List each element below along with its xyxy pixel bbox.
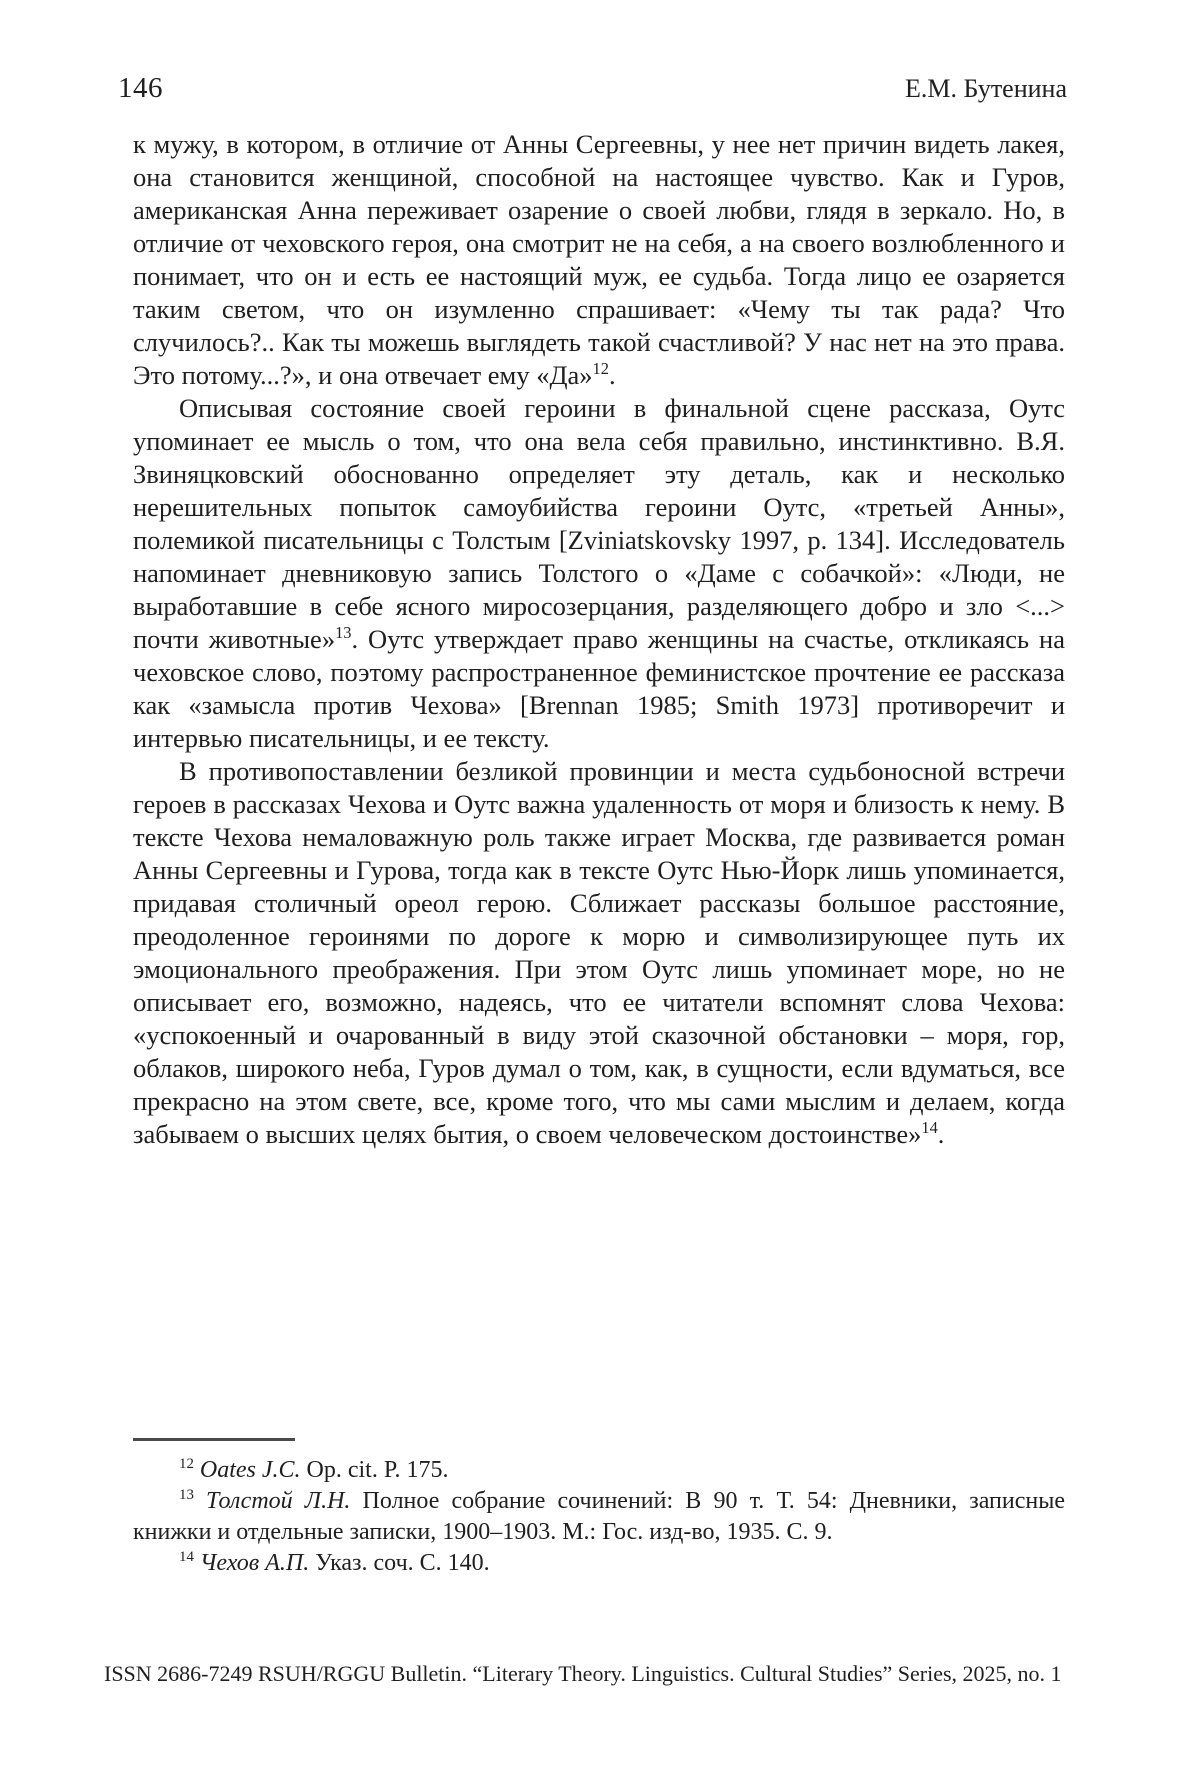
footnote-ref: 13 [335,623,352,643]
page-footer [104,1661,1140,1687]
article-body [133,128,1065,1151]
footnote-ref: 14 [921,1118,938,1138]
footnote-marker: 12 [179,1456,194,1472]
paragraph: Описывая состояние своей героини в финальной сцене рассказа, Оутс упоминает ее мысль о том, что она вела себя правильно, инстинктивно. В.Я. Звиняцковский обоснованно определяет эту деталь, как и несколько нерешительных попыток самоубийства героини Оутс, «третьей Анны», полемикой писательницы с Толстым [Zviniatskovsky 1997, p. 134]. Исследователь напоминает дневниковую запись Толстого о «Даме с собачкой»: «Люди, не выработавшие в себе ясного миросозерцания, разделяющего добро и зло <...> почти животные»$^{13}$. Оутс утверждает право женщины на счастье, откликаясь на чеховское слово, поэтому распространенное феминистское прочтение ее рассказа как «замысла против Чехова» [Brennan 1985; Smith 1973] противоречит и интервью писательницы, и ее тексту. [133,393,1066,753]
page-number: 146 [118,72,163,104]
issn-line: ISSN 2686-7249 RSUH/RGGU Bulletin. “Literary Theory. Linguistics. Cultural Studies” Series, 2025, no. 1 [104,1661,1062,1686]
footnote-separator-rule [133,1438,295,1441]
running-head-author: Е.М. Бутенина [905,74,1067,103]
italic-text: Толстой Л.Н. [206,1488,351,1514]
footnote-marker: 14 [179,1549,194,1565]
paragraph: В противопоставлении безликой провинции и места судьбоносной встречи героев в рассказах Чехова и Оутс важна удаленность от моря и близость к нему. В тексте Чехова немаловажную роль также играет Москва, где развивается роман Анны Сергеевны и Гурова, тогда как в тексте Оутс Нью-Йорк лишь упоминается, придавая столичный ореол герою. Сближает рассказы большое расстояние, преодоленное героинями по дороге к морю и символизирующее путь их эмоционального преображения. При этом Оутс лишь упоминает море, но не описывает его, возможно, надеясь, что ее читатели вспомнят слова Чехова: «успокоенный и очарованный в виду этой сказочной обстановки – моря, гор, облаков, широкого неба, Гуров думал о том, как, в сущности, если вдуматься, все прекрасно на этом свете, все, кроме того, что мы сами мыслим и делаем, когда забываем о высших целях бытия, о своем человеческом достоинстве»$^{14}$. [133,756,1065,1149]
paragraph: к мужу, в котором, в отличие от Анны Сергеевны, у нее нет причин видеть лакея, она становится женщиной, способной на настоящее чувство. Как и Гуров, американская Анна переживает озарение о своей любви, глядя в зеркало. Но, в отличие от чеховского героя, она смотрит не на себя, а на своего возлюбленного и понимает, что он и есть ее настоящий муж, ее судьба. Тогда лицо ее озаряется таким светом, что он изумленно спрашивает: «Чему ты так рада? Что случилось?.. Как ты можешь выглядеть такой счастливой? У нас нет на это права. Это потому...?», и она отвечает ему «Да»$^{12}$. [133,129,1065,390]
italic-text: Чехов А.П. [199,1550,310,1576]
footnotes-list [133,1455,1065,1579]
footnotes-section [133,1438,1065,1579]
footnote-marker: 13 [179,1487,194,1503]
footnote-item: $^{14}$ Чехов А.П. Указ. соч. С. 140. [179,1549,490,1576]
footnote-item: $^{12}$ Oates J.C. Op. cit. P. 175. [179,1456,449,1483]
italic-text: Oates J.C. [199,1457,301,1483]
footnote-item: $^{13}$ Толстой Л.Н. Полное собрание сочинений: В 90 т. Т. 54: Дневники, записные книжки и отдельные записки, 1900–1903. М.: Гос. изд-во, 1935. С. 9. [133,1487,1066,1545]
footnote-ref: 12 [592,359,609,379]
running-header [118,72,1067,105]
